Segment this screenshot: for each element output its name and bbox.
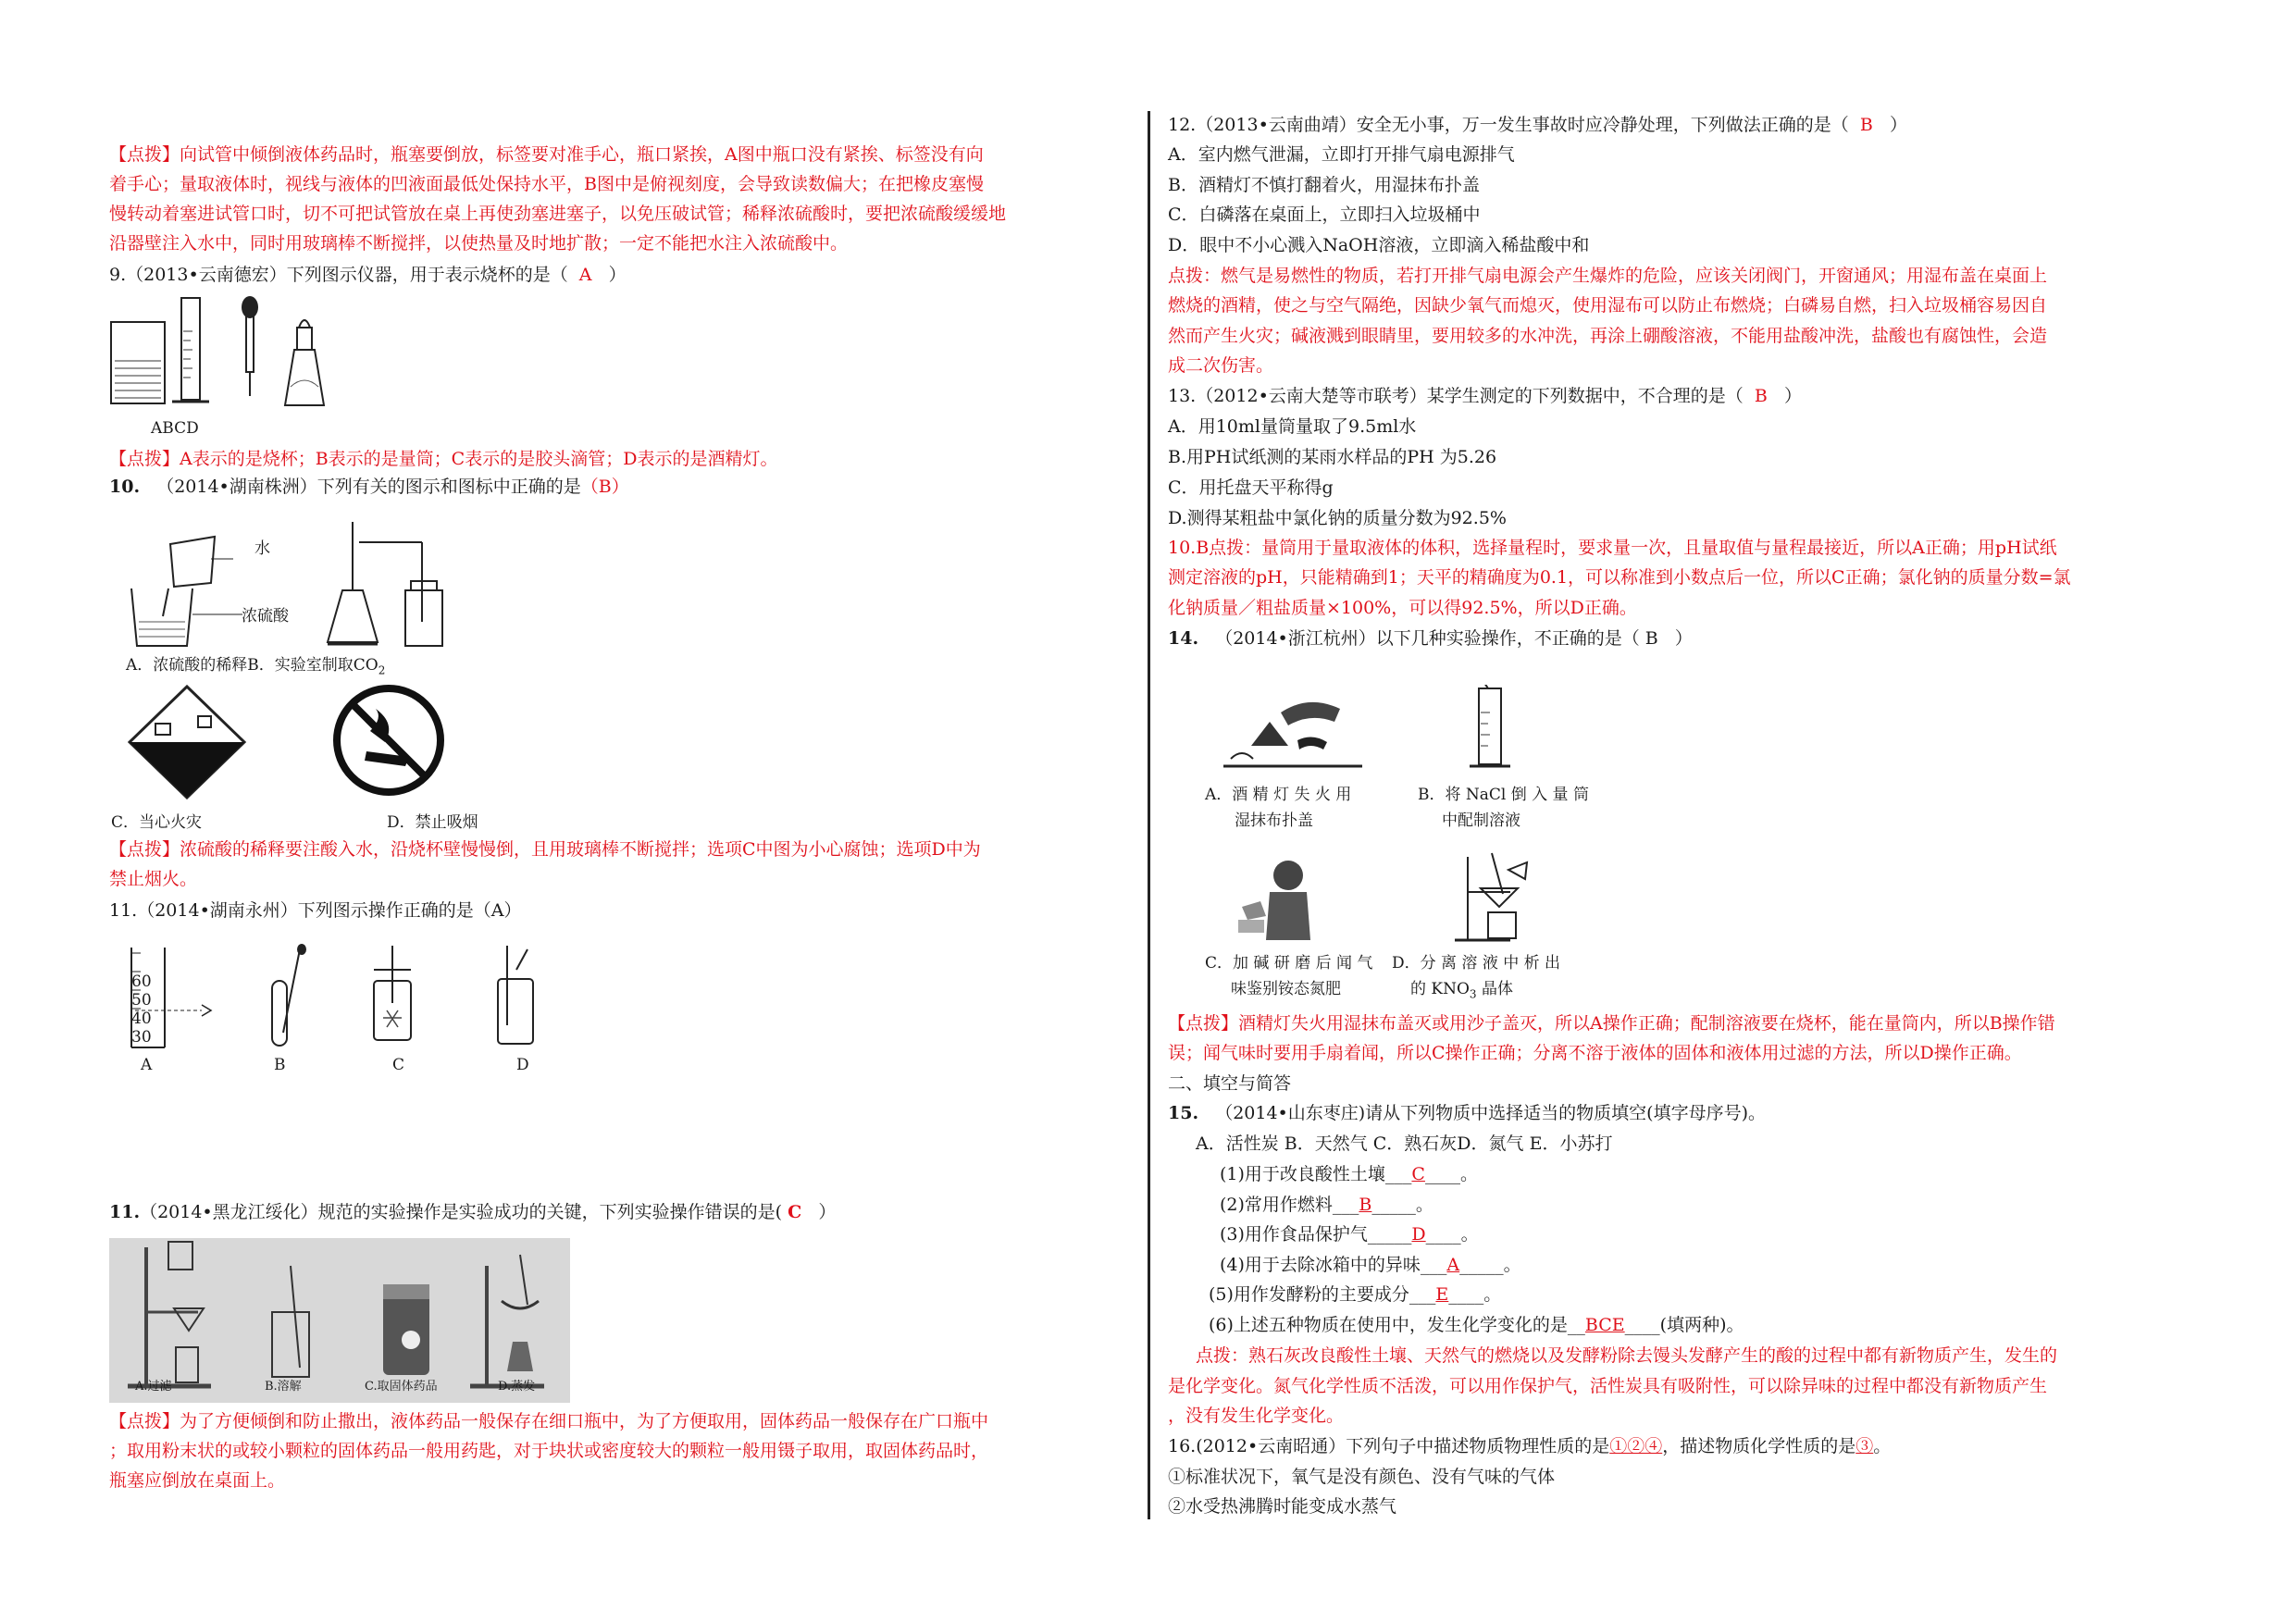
q11a-label-a: A: [141, 1056, 153, 1074]
q14-ab-figure: [1223, 685, 1557, 774]
tick-50: 50: [131, 991, 152, 1010]
option: D．眼中不小心溅入NaOH溶液，立即滴入稀盐酸中和: [1168, 235, 1590, 255]
q10-hint-line: 禁止烟火。: [109, 869, 198, 889]
q13-hint-line: 10.B点拨：量筒用于量取液体的体积，选择量程时，要求量一次，且量取值与量程最接近，所以A正确；用pH试纸: [1168, 538, 2057, 558]
q11b-hint-line: 瓶塞应倒放在桌面上。: [109, 1470, 286, 1491]
water-label: 水: [254, 539, 270, 558]
option: C．用托盘天平称得g: [1168, 477, 1334, 498]
q15-hint-line: 点拨：熟石灰改良酸性土壤、天然气的燃烧以及发酵粉除去馒头发酵产生的酸的过程中都有新物质产生，发生的: [1196, 1345, 2058, 1366]
answer: B: [1644, 628, 1658, 649]
q9-instruments-figure: [109, 294, 350, 416]
q11a-label-b: B: [274, 1056, 286, 1074]
q14-cd-figure: [1233, 851, 1566, 944]
option: B．酒精灯不慎打翻着火，用湿抹布扑盖: [1168, 175, 1480, 195]
q11b-label-d: D.蒸发: [498, 1380, 536, 1394]
q15-item-4: (4)用于去除冰箱中的异味___A_____。: [1220, 1255, 1521, 1275]
option: C．白磷落在桌面上，立即扫入垃圾桶中: [1168, 204, 1481, 225]
question-11b: 11.（2014•黑龙江绥化）规范的实验操作是实验成功的关键，下列实验操作错误的是( C ）: [109, 1202, 837, 1222]
hint-line: 沿器壁注入水中，同时用玻璃棒不断搅拌，以使热量及时地扩散；一定不能把水注入浓硫酸中。: [109, 233, 849, 254]
acid-label: 浓硫酸: [242, 607, 289, 626]
q11b-photo: [109, 1238, 570, 1403]
q10-ab-label: A．浓硫酸的稀释B．实验室制取$CO_2$: [126, 656, 386, 677]
q15-item-1: (1)用于改良酸性土壤___C____。: [1220, 1164, 1478, 1184]
q11a-label-c: C: [392, 1056, 405, 1074]
q15-hint-line: ，没有发生化学变化。: [1168, 1406, 1345, 1426]
q11b-hint-line: 【点拨】为了方便倾倒和防止撒出，液体药品一般保存在细口瓶中，为了方便取用，固体药品一般保存在广口瓶中: [109, 1411, 989, 1431]
q10-ab-figure: [126, 520, 496, 650]
option: D.测得某粗盐中氯化钠的质量分数为92.5%: [1168, 508, 1507, 528]
question-9: 9.（2013•云南德宏）下列图示仪器，用于表示烧杯的是（ A ）: [109, 265, 627, 285]
q14-label-a1: A．酒 精 灯 失 火 用: [1205, 786, 1352, 804]
q11b-label-c: C.取固体药品: [365, 1380, 438, 1394]
tick-40: 40: [131, 1010, 152, 1028]
option: A．用10ml量筒量取了9.5ml水: [1168, 416, 1417, 437]
q13-hint-line: 化钠质量／粗盐质量×100%，可以得92.5%，所以D正确。: [1168, 598, 1637, 618]
question-16: 16.(2012•云南昭通）下列句子中描述物质物理性质的是①②④，描述物质化学性质的是③。: [1168, 1436, 1892, 1456]
q11b-hint-line: ；取用粉末状的或较小颗粒的固体药品一般用药匙，对于块状或密度较大的颗粒一般用镊子取用，取固体药品时，: [109, 1441, 989, 1461]
question-15: 15. （2014•山东枣庄)请从下列物质中选择适当的物质填空(填字母序号)。: [1168, 1103, 1766, 1123]
q15-options: A．活性炭 B．天然气 C．熟石灰D．氮气 E．小苏打: [1196, 1134, 1613, 1154]
q16-item: ②水受热沸腾时能变成水蒸气: [1168, 1496, 1397, 1517]
q12-hint-line: 然而产生火灾；碱液溅到眼睛里，要用较多的水冲洗，再涂上硼酸溶液，不能用盐酸冲洗，盐酸也有腐蚀性，会造: [1168, 326, 2048, 346]
hint-line: 着手心；量取液体时，视线与液体的凹液面最低处保持水平，B图中是俯视刻度，会导致读数偏大；在把橡皮塞慢: [109, 174, 984, 194]
option: A．室内燃气泄漏，立即打开排气扇电源排气: [1168, 144, 1515, 165]
q15-item-3: (3)用作食品保护气_____D____。: [1220, 1224, 1479, 1245]
q15-item-2: (2)常用作燃料___B_____。: [1220, 1195, 1433, 1215]
q14-hint-line: 误；闻气味时要用手扇着闻，所以C操作正确；分离不溶于液体的固体和液体用过滤的方法，所以D操作正确。: [1168, 1043, 2022, 1063]
q10-cd-figure: [128, 685, 498, 799]
q12-hint-line: 点拨：燃气是易燃性的物质，若打开排气扇电源会产生爆炸的危险，应该关闭阀门，开窗通风；用湿布盖在桌面上: [1168, 266, 2048, 286]
q11b-label-a: A.过滤: [135, 1380, 172, 1394]
tick-60: 60: [131, 973, 152, 991]
q14-label-d1: D．分 离 溶 液 中 析 出: [1392, 954, 1561, 973]
q11b-label-b: B.溶解: [265, 1380, 302, 1394]
q16-item: ①标准状况下，氧气是没有颜色、没有气味的气体: [1168, 1467, 1556, 1487]
q14-label-b1: B．将 NaCl 倒 入 量 筒: [1418, 786, 1589, 804]
q11a-figure: [109, 944, 609, 1055]
option: B.用PH试纸测的某雨水样品的PH 为5.26: [1168, 447, 1497, 467]
q15-item-6: (6)上述五种物质在使用中，发生化学变化的是__BCE____(填两种)。: [1209, 1315, 1744, 1335]
answer: B: [1754, 386, 1768, 406]
q11a-label-d: D: [516, 1056, 529, 1074]
question-13: 13.（2012•云南大楚等市联考）某学生测定的下列数据中，不合理的是（ B ）: [1168, 386, 1802, 406]
answer: A: [578, 265, 592, 285]
q14-label-a2: 湿抹布扑盖: [1235, 812, 1313, 830]
question-12: 12.（2013•云南曲靖）安全无小事，万一发生事故时应冷静处理，下列做法正确的是（ B ）: [1168, 115, 1907, 135]
hint-line: 慢转动着塞进试管口时，切不可把试管放在桌上再使劲塞进塞子，以免压破试管；稀释浓硫酸时，要把浓硫酸缓缓地: [109, 204, 1007, 224]
q14-label-c1: C．加 碱 研 磨 后 闻 气: [1205, 954, 1373, 973]
answer: C: [788, 1202, 802, 1222]
answer: B: [1859, 115, 1873, 135]
question-14: 14. （2014•浙江杭州）以下几种实验操作，不正确的是（ B ）: [1168, 628, 1693, 649]
column-divider: [1148, 111, 1150, 1519]
section-title: 二、填空与简答: [1168, 1073, 1292, 1094]
q10-label-d: D．禁止吸烟: [387, 813, 478, 832]
q10-hint-line: 【点拨】浓硫酸的稀释要注酸入水，沿烧杯壁慢慢倒，且用玻璃棒不断搅拌；选项C中图为小心腐蚀；选项D中为: [109, 839, 981, 860]
hint-line: 【点拨】向试管中倾倒液体药品时，瓶塞要倒放，标签要对准手心，瓶口紧挨，A图中瓶口没有紧挨、标签没有向: [109, 144, 984, 165]
q9-hint: 【点拨】A表示的是烧杯；B表示的是量筒；C表示的是胶头滴管；D表示的是酒精灯。: [109, 449, 778, 469]
q14-label-b2: 中配制溶液: [1442, 812, 1520, 830]
q14-label-c2: 味鉴别铵态氮肥: [1231, 980, 1341, 998]
q15-hint-line: 是化学变化。氮气化学性质不活泼，可以用作保护气，活性炭具有吸附性，可以除异味的过程中都没有新物质产生: [1168, 1376, 2048, 1396]
tick-30: 30: [131, 1028, 152, 1047]
q9-figure-label: ABCD: [151, 419, 199, 438]
q12-hint-line: 燃烧的酒精，使之与空气隔绝，因缺少氧气而熄灭，使用湿布可以防止布燃烧；白磷易自燃，扫入垃圾桶容易因自: [1168, 295, 2048, 316]
q12-hint-line: 成二次伤害。: [1168, 355, 1274, 376]
q14-hint-line: 【点拨】酒精灯失火用湿抹布盖灭或用沙子盖灭，所以A操作正确；配制溶液要在烧杯，能在量筒内，所以B操作错: [1168, 1013, 2055, 1034]
question-11a: 11.（2014•湖南永州）下列图示操作正确的是（A）: [109, 900, 522, 921]
answer: （B）: [580, 477, 629, 497]
question-10: 10. （2014•湖南株洲）下列有关的图示和图标中正确的是（B）: [109, 477, 629, 497]
q10-label-c: C．当心火灾: [111, 813, 203, 832]
q14-label-d2: 的 $KNO_3$ 晶体: [1410, 980, 1513, 1001]
q15-item-5: (5)用作发酵粉的主要成分___E____。: [1209, 1284, 1502, 1305]
q13-hint-line: 测定溶液的pH，只能精确到1；天平的精确度为0.1，可以称准到小数点后一位，所以C正确；氯化钠的质量分数=氯: [1168, 567, 2071, 588]
